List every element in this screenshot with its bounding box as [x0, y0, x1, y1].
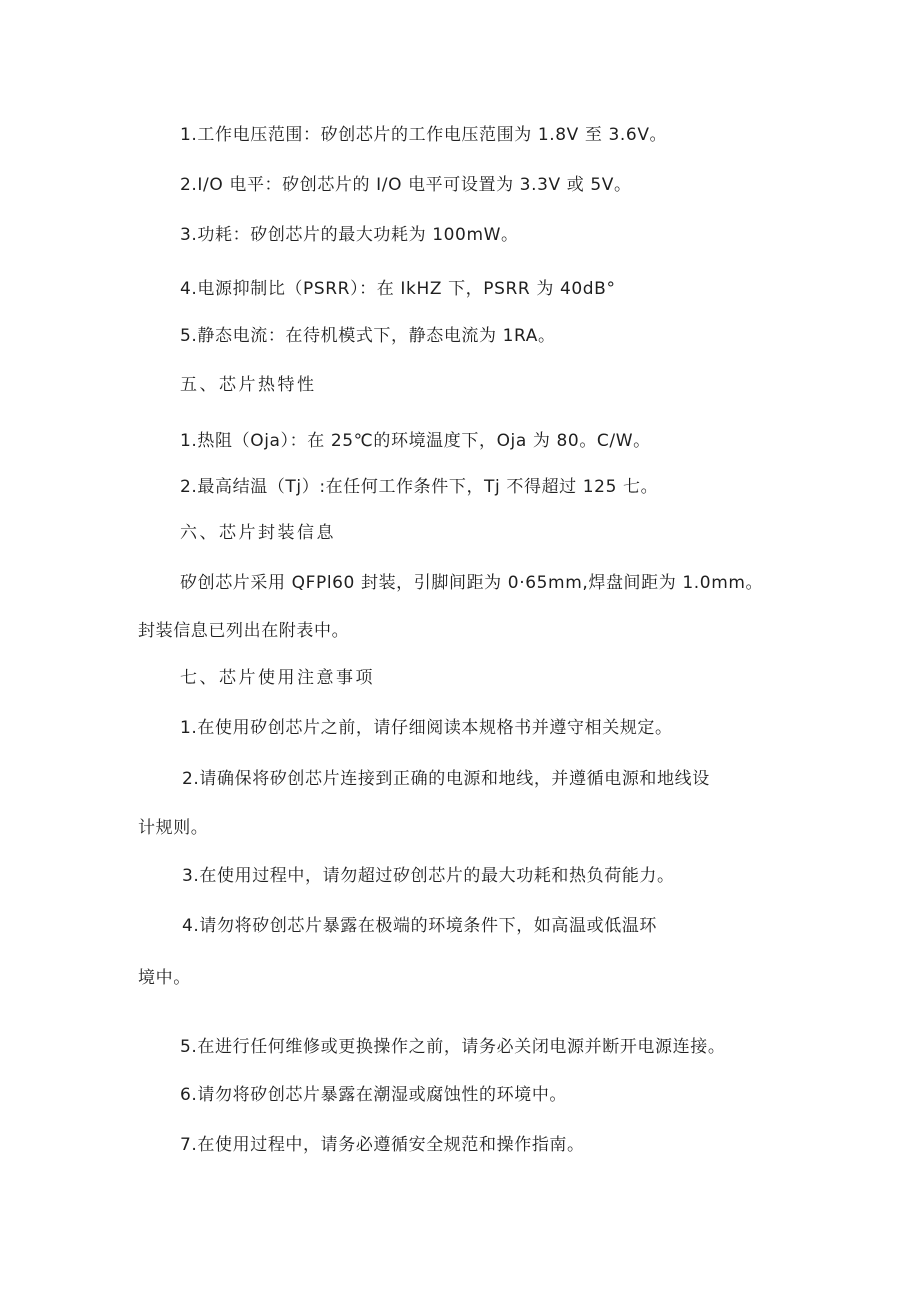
- spec-psrr: 4.电源抑制比（PSRR）：在 IkHZ 下，PSRR 为 40dB°: [180, 279, 616, 299]
- usage-note-7: 7.在使用过程中，请务必遵循安全规范和操作指南。: [180, 1135, 585, 1155]
- usage-note-4: 4.请勿将矽创芯片暴露在极端的环境条件下，如高温或低温环: [182, 916, 658, 936]
- usage-note-5: 5.在进行任何维修或更换操作之前，请务必关闭电源并断开电源连接。: [180, 1037, 726, 1057]
- usage-note-3: 3.在使用过程中，请勿超过矽创芯片的最大功耗和热负荷能力。: [182, 866, 675, 886]
- spec-quiescent-current: 5.静态电流：在待机模式下，静态电流为 1RA。: [180, 326, 556, 346]
- usage-note-2-continued: 计规则。: [138, 818, 209, 838]
- section-heading-package: 六、芯片封装信息: [180, 523, 336, 543]
- spec-power-consumption: 3.功耗：矽创芯片的最大功耗为 100mW。: [180, 225, 519, 245]
- usage-note-1: 1.在使用矽创芯片之前，请仔细阅读本规格书并遵守相关规定。: [180, 718, 673, 738]
- usage-note-4-continued: 境中。: [138, 968, 191, 988]
- spec-junction-temperature: 2.最高结温（Tj）:在任何工作条件下，Tj 不得超过 125 七。: [180, 477, 659, 497]
- spec-operating-voltage: 1.工作电压范围：矽创芯片的工作电压范围为 1.8V 至 3.6V。: [180, 125, 668, 145]
- usage-note-6: 6.请勿将矽创芯片暴露在潮湿或腐蚀性的环境中。: [180, 1085, 568, 1105]
- section-heading-thermal: 五、芯片热特性: [180, 375, 317, 395]
- package-description-continued: 封装信息已列出在附表中。: [138, 621, 350, 641]
- spec-io-level: 2.I/O 电平：矽创芯片的 I/O 电平可设置为 3.3V 或 5V。: [180, 175, 632, 195]
- section-heading-usage-notes: 七、芯片使用注意事项: [180, 668, 375, 688]
- package-description: 矽创芯片采用 QFPl60 封装，引脚间距为 0·65mm,焊盘间距为 1.0mm。: [180, 573, 764, 593]
- spec-thermal-resistance: 1.热阻（Oja）：在 25℃的环境温度下，Oja 为 80。C/W。: [180, 431, 651, 451]
- usage-note-2: 2.请确保将矽创芯片连接到正确的电源和地线，并遵循电源和地线设: [182, 769, 710, 789]
